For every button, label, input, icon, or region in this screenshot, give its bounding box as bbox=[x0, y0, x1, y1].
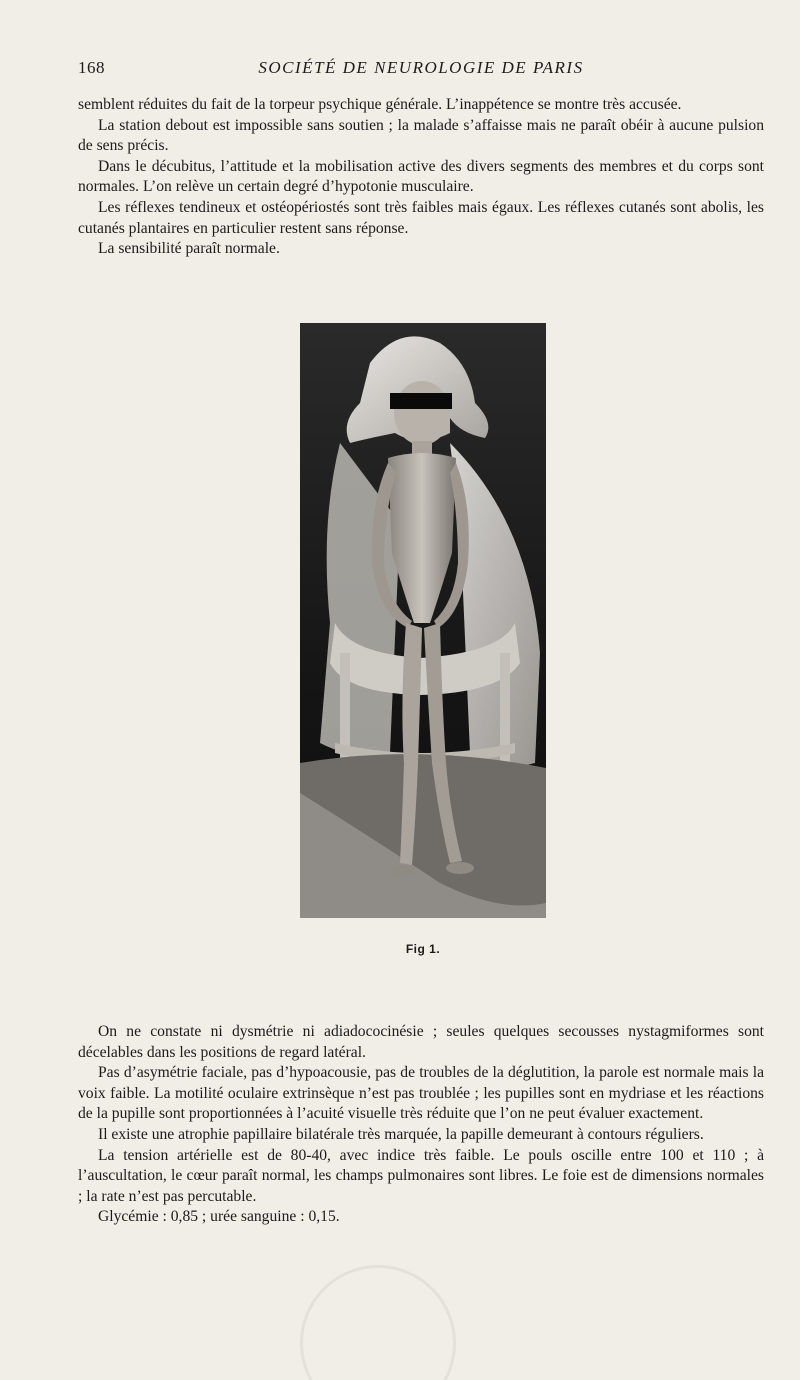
page-header bbox=[78, 58, 764, 86]
library-stamp bbox=[300, 1265, 456, 1380]
figure-photograph bbox=[300, 323, 546, 918]
paragraph: La sensibilité paraît normale. bbox=[98, 240, 280, 258]
journal-title: SOCIÉTÉ DE NEUROLOGIE DE PARIS bbox=[258, 58, 584, 77]
paragraph: On ne constate ni dysmétrie ni adiadococinésie ; seules quelques secousses nystagmiformes sont décelables dans les positions de regard latéral. bbox=[78, 1023, 764, 1061]
paragraph: Il existe une atrophie papillaire bilatérale très marquée, la papille demeurant à contours réguliers. bbox=[98, 1125, 704, 1143]
paragraph: La tension artérielle est de 80-40, avec indice très faible. Le pouls oscille entre 100 et 110 ; à l’auscultation, le cœur paraît normal, les champs pulmonaires sont libres. Le foie est de dimensions normales ; la rate n’est pas percutable. bbox=[78, 1146, 764, 1205]
patient-photograph bbox=[300, 323, 546, 918]
paragraph: Dans le décubitus, l’attitude et la mobilisation active des divers segments des membres et du corps sont normales. L’on relève un certain degré d’hypotonie musculaire. bbox=[78, 157, 764, 196]
paragraph: Les réflexes tendineux et ostéopériostés sont très faibles mais égaux. Les réflexes cutanés sont abolis, les cutanés plantaires en particulier restent sans réponse. bbox=[78, 198, 764, 237]
paragraph: La station debout est impossible sans soutien ; la malade s’affaisse mais ne paraît obéir à aucune pulsion de sens précis. bbox=[78, 116, 764, 155]
body-text-bottom bbox=[78, 1022, 764, 1228]
paragraph: Glycémie : 0,85 ; urée sanguine : 0,15. bbox=[98, 1208, 340, 1226]
paragraph: Pas d’asymétrie faciale, pas d’hypoacousie, pas de troubles de la déglutition, la parole est normale mais la voix faible. La motilité oculaire extrinsèque n’est pas troublée ; les pupilles sont en mydriase et les réactions de la pupille sont proportionnées à l’acuité visuelle très réduite que l’on ne peut évaluer exactement. bbox=[78, 1064, 764, 1123]
figure-caption: Fig 1. bbox=[405, 942, 441, 956]
page-number: 168 bbox=[78, 58, 105, 77]
paragraph: semblent réduites du fait de la torpeur psychique générale. L’inappétence se montre très accusée. bbox=[78, 96, 682, 113]
body-text-top bbox=[78, 95, 764, 260]
